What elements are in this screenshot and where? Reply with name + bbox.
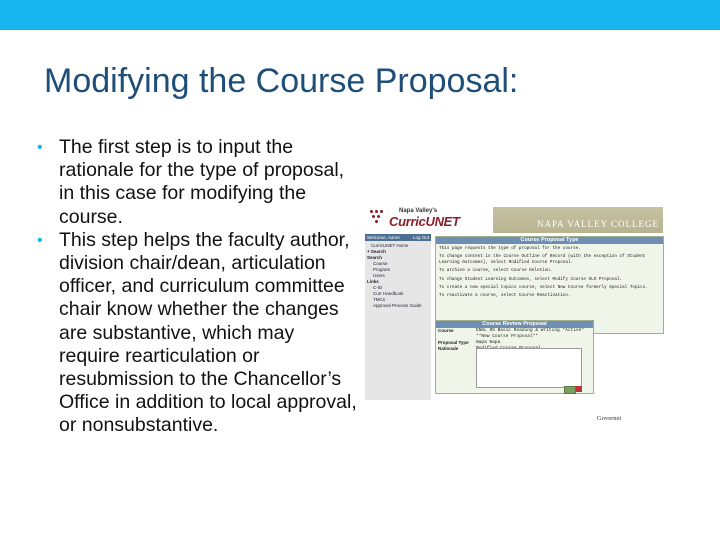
course-review-heading: Course Review Proposal (436, 321, 593, 328)
sidebar-search-heading: Search (367, 255, 383, 260)
college-banner (493, 207, 663, 233)
course-value-2: **New Course Proposal** (476, 334, 539, 339)
sidebar-item-program[interactable]: Program (373, 267, 391, 272)
course-label: Course (438, 328, 454, 333)
course-value: ENGL 95 Basic Reading & Writing *Active* (476, 328, 585, 333)
proposal-type-body (436, 244, 663, 304)
sidebar-item-home[interactable]: CurricUNET Home (371, 243, 409, 248)
app-header (365, 206, 663, 234)
proposal-option-modified[interactable]: To change content in the Course Outline of Record (with the exception of Student Learning Outcomes), select Modified Course Proposal. (439, 254, 646, 265)
course-value-3: Napa Napa (476, 340, 501, 345)
sidebar-search-toggle[interactable]: + Search (367, 249, 386, 254)
sidebar-item-tmcs[interactable]: TMCs (373, 297, 385, 302)
top-accent-bar (0, 0, 720, 30)
course-review-panel (435, 320, 594, 394)
sidebar-item-users[interactable]: Users (373, 273, 385, 278)
rationale-input[interactable] (476, 348, 582, 388)
welcome-text: Welcome, Aaron (367, 235, 400, 240)
sidebar-item-course[interactable]: Course (373, 261, 388, 266)
app-sidebar (365, 234, 431, 400)
bullet-dot-icon: • (37, 231, 43, 249)
proposal-type-heading: Course Proposal Type (436, 237, 663, 244)
proposal-option-deletion[interactable]: To archive a course, select Course Deletion. (439, 268, 553, 274)
napa-label: Napa Valley's (399, 208, 438, 214)
bullet-list (37, 136, 357, 438)
logout-link[interactable]: Log Out (412, 235, 429, 240)
app-logo: CurricUNET (389, 214, 460, 229)
curricunet-screenshot (365, 206, 663, 400)
sidebar-item-cid[interactable]: C-ID (373, 285, 383, 290)
proposal-option-reactivation[interactable]: To reactivate a course, select Course Reactivation. (439, 293, 571, 299)
college-name: NAPA VALLEY COLLEGE (536, 219, 659, 229)
sidebar-item-approval-guide[interactable]: Approval Process Guide (373, 303, 422, 308)
sidebar-links-heading: Links (367, 279, 379, 284)
proposal-type-label: Proposal Type (438, 340, 469, 345)
submit-button[interactable] (564, 386, 576, 394)
bullet-dot-icon: • (37, 139, 43, 156)
screenshot-caption: Governet (597, 415, 622, 422)
bullet-item-2 (37, 229, 357, 438)
cancel-icon[interactable] (576, 386, 582, 392)
sidebar-item-handbook[interactable]: Curr Handbook (373, 291, 404, 296)
proposal-option-slo[interactable]: To change Student Learning Outcomes, select Modify Course SLO Proposal. (439, 276, 623, 282)
proposal-line: This page requests the type of proposal for the course. (439, 246, 581, 251)
bullet-text-1: The first step is to input the rationale for the type of proposal, in this case for modifying the course. (59, 136, 345, 228)
proposal-option-special-topics[interactable]: To create a new special topics course, select New Course formerly Special Topics. (439, 285, 648, 291)
grape-logo-icon (370, 210, 384, 224)
bullet-text-2: This step helps the faculty author, division chair/dean, articulation officer, and curriculum committee chair know whether the changes are substantive, which may require rearticulation or resubmission to the Chancellor’s Office in addition to local approval, or nonsubstantive. (59, 228, 357, 437)
rationale-label: Rationale (438, 346, 459, 351)
slide-title: Modifying the Course Proposal: (44, 62, 519, 100)
bullet-item-1 (37, 136, 357, 229)
welcome-bar (365, 234, 431, 241)
